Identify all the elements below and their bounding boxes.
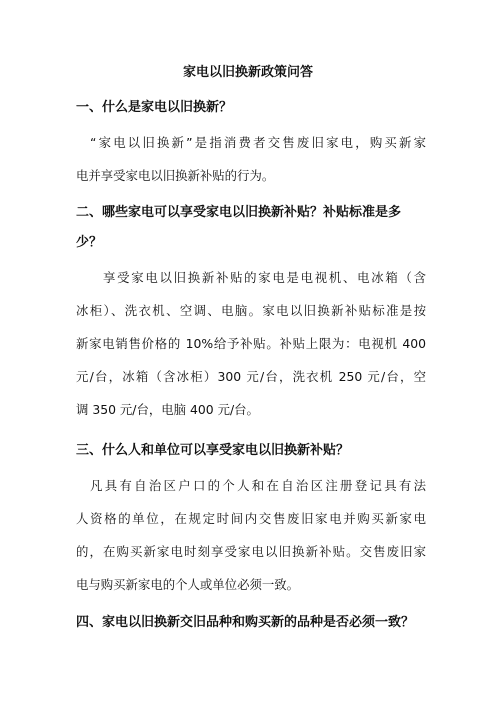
section-4-heading: 四、家电以旧换新交旧品种和购买新的品种是否必须一致？ [76, 615, 415, 630]
section-2-heading: 二、哪些家电可以享受家电以旧换新补贴？补贴标准是多 [76, 205, 402, 220]
section-2-paragraph-line: 新家电销售价格的 10%给予补贴。补贴上限为：电视机 400 [76, 336, 426, 351]
section-3-paragraph-line: 的，在购买新家电时刻享受家电以旧换新补贴。交售废旧家 [76, 544, 426, 559]
section-2-paragraph-line: 冰柜）、洗衣机、空调、电脑。家电以旧换新补贴标准是按 [76, 303, 426, 318]
section-1-heading: 一、什么是家电以旧换新？ [76, 100, 233, 115]
section-2-paragraph-line: 调 350 元/台，电脑 400 元/台。 [76, 402, 259, 417]
section-3-paragraph-line: 电与购买新家电的个人或单位必须一致。 [76, 577, 300, 592]
section-1-paragraph-line: “家电以旧换新”是指消费者交售废旧家电，购买新家 [90, 135, 426, 150]
section-2-paragraph-line: 享受家电以旧换新补贴的家电是电视机、电冰箱（含 [103, 270, 426, 285]
section-3-paragraph-line: 凡具有自治区户口的个人和在自治区注册登记具有法 [90, 478, 426, 493]
section-1-paragraph-line: 电并享受家电以旧换新补贴的行为。 [76, 168, 275, 183]
section-3-heading: 三、什么人和单位可以享受家电以旧换新补贴？ [76, 443, 350, 458]
section-2-heading: 少？ [76, 235, 103, 250]
section-3-paragraph-line: 人资格的单位，在规定时间内交售废旧家电并购买新家电 [76, 511, 426, 526]
document-title: 家电以旧换新政策问答 [182, 65, 313, 80]
section-2-paragraph-line: 元/台，冰箱（含冰柜）300 元/台，洗衣机 250 元/台，空 [76, 369, 426, 384]
